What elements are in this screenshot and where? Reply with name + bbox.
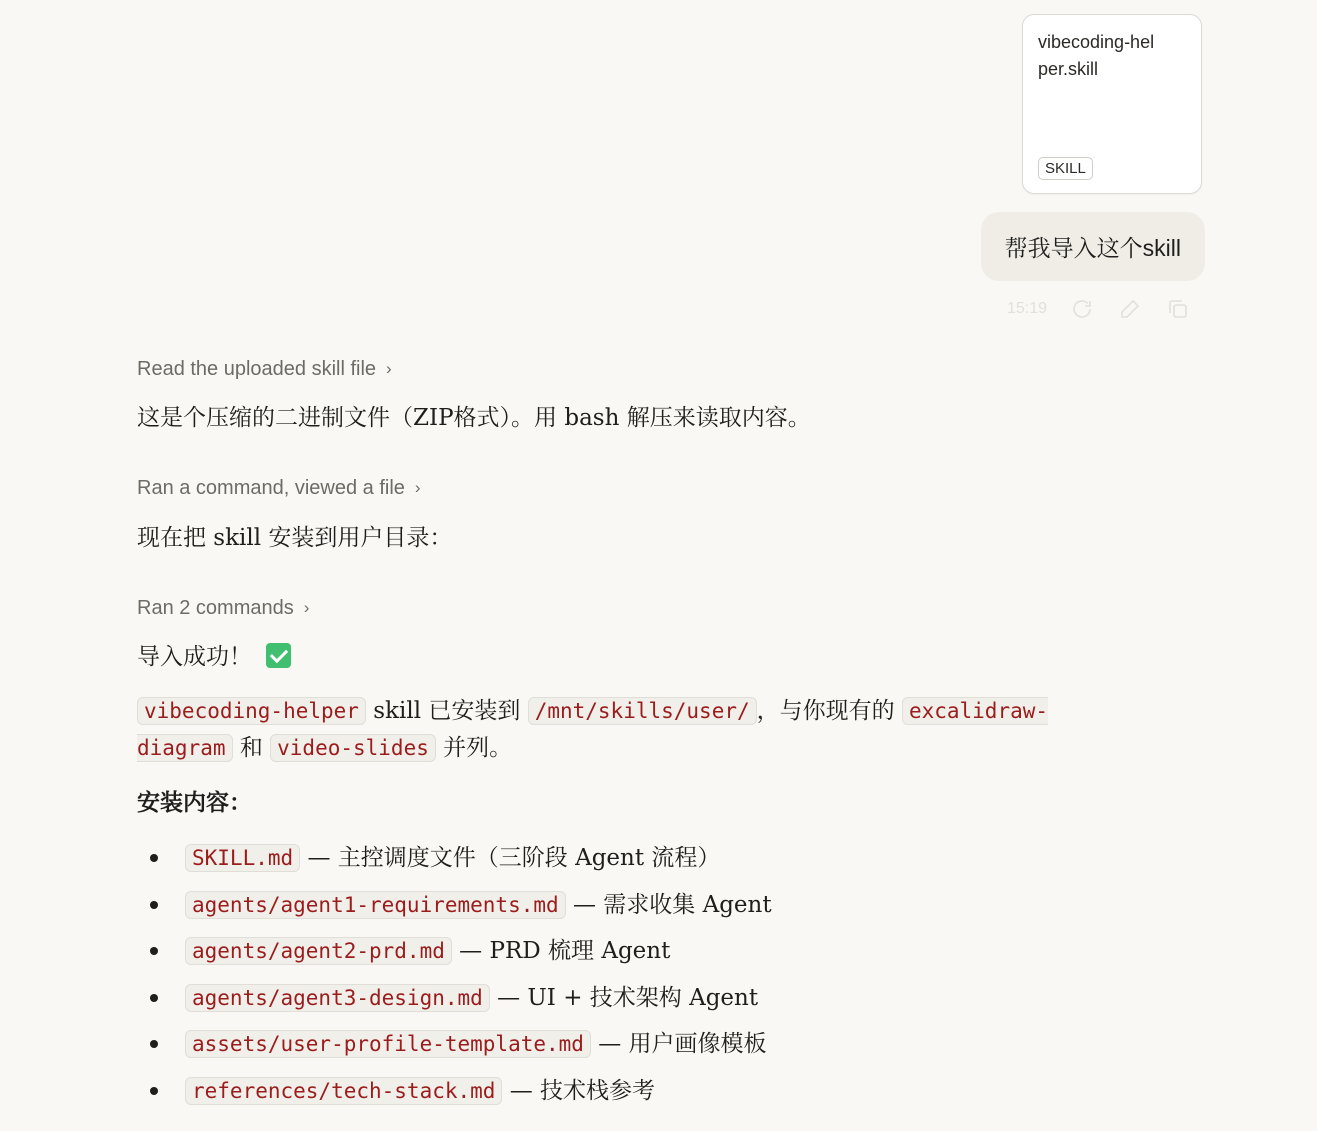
- file-desc: — PRD 梳理 Agent: [451, 938, 671, 965]
- file-desc: — UI + 技术架构 Agent: [489, 984, 759, 1011]
- chevron-right-icon: ›: [386, 358, 392, 378]
- message-actions: [1007, 296, 1191, 322]
- summary-text: 和: [232, 735, 271, 761]
- file-path: assets/user-profile-template.md: [185, 1030, 591, 1058]
- file-path: references/tech-stack.md: [185, 1077, 502, 1105]
- step-label: Read the uploaded skill file: [137, 358, 377, 380]
- contents-heading: 安装内容：: [137, 789, 252, 816]
- chevron-right-icon: ›: [414, 477, 421, 497]
- assistant-paragraph: 这是个压缩的二进制文件（ZIP格式）。用 bash 解压来读取内容。: [137, 405, 811, 431]
- file-path: SKILL.md: [185, 844, 300, 872]
- step-ran-commands[interactable]: [137, 597, 309, 620]
- install-summary: [137, 693, 1062, 767]
- user-message-bubble: [981, 212, 1205, 281]
- file-path: agents/agent3-design.md: [185, 984, 490, 1012]
- step-label: Ran a command, viewed a file: [137, 477, 405, 499]
- inline-code: /mnt/skills/user/: [528, 697, 757, 725]
- summary-text: ，与你现有的: [756, 698, 902, 724]
- summary-text: 并列。: [435, 735, 513, 761]
- user-message-text: 帮我导入这个skill: [1004, 235, 1181, 261]
- message-timestamp: 15:19: [1006, 300, 1047, 317]
- inline-code: excalidraw-diagram: [137, 699, 1049, 760]
- step-read-file[interactable]: [137, 358, 392, 381]
- file-desc: — 用户画像模板: [590, 1031, 767, 1058]
- file-desc: — 主控调度文件（三阶段 Agent 流程）: [300, 845, 721, 871]
- copy-icon[interactable]: [1165, 296, 1191, 322]
- list-item: [137, 838, 772, 885]
- success-text: 导入成功！: [137, 644, 252, 670]
- attachment-type-badge: SKILL: [1038, 157, 1093, 180]
- list-item: [137, 1024, 772, 1071]
- success-line: [137, 639, 291, 675]
- file-desc: — 技术栈参考: [502, 1077, 656, 1104]
- list-item: [137, 978, 772, 1025]
- list-item: [137, 931, 772, 978]
- attachment-card[interactable]: [1022, 14, 1202, 194]
- file-desc: — 需求收集 Agent: [565, 891, 772, 918]
- step-label: Ran 2 commands: [137, 597, 294, 619]
- inline-code: vibecoding-helper: [137, 697, 366, 725]
- attachment-file-name: vibecoding-helper.skill: [1038, 32, 1155, 79]
- list-item: [137, 885, 772, 932]
- assistant-paragraph: 现在把 skill 安装到用户目录：: [137, 525, 453, 551]
- chevron-right-icon: ›: [303, 597, 310, 617]
- inline-code: video-slides: [270, 734, 436, 762]
- list-item: [137, 1071, 772, 1118]
- edit-icon[interactable]: [1117, 296, 1143, 322]
- file-list: [137, 838, 772, 1118]
- summary-text: skill 已安装到: [365, 698, 528, 724]
- file-path: agents/agent1-requirements.md: [185, 891, 566, 919]
- checkmark-icon: [266, 643, 291, 668]
- retry-icon[interactable]: [1069, 296, 1095, 322]
- step-ran-command[interactable]: [137, 477, 421, 500]
- file-path: agents/agent2-prd.md: [185, 937, 452, 965]
